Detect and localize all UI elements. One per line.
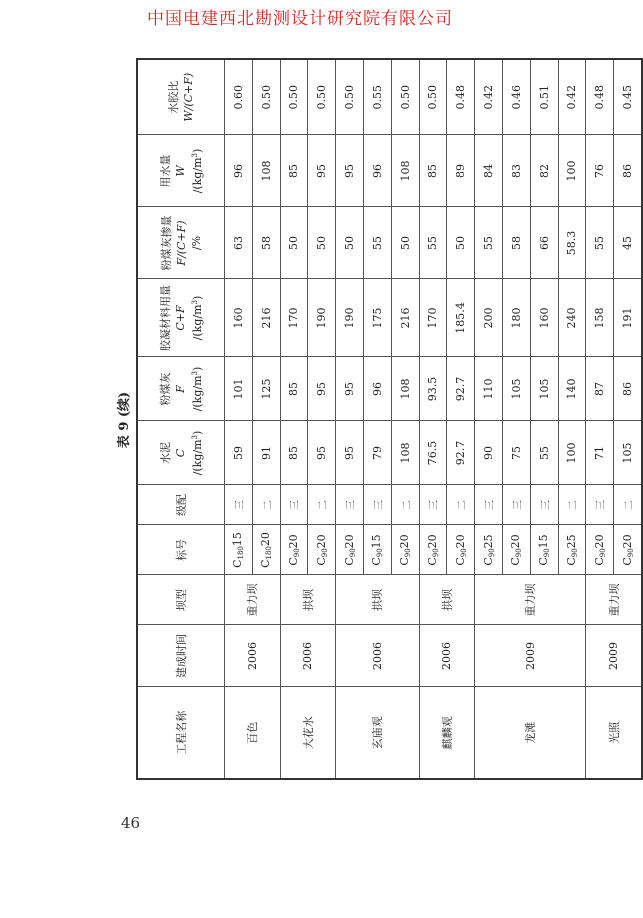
cell-wb-ratio: 0.48 bbox=[586, 59, 614, 135]
cell-gradation: 三 bbox=[586, 485, 614, 525]
cell-wb-ratio: 0.55 bbox=[363, 59, 391, 135]
cell-flyash-ratio: 58 bbox=[252, 207, 280, 279]
header-project-name: 工程名称 bbox=[137, 687, 225, 779]
cell-flyash: 85 bbox=[280, 357, 308, 421]
cell-dam-type: 拱坝 bbox=[280, 575, 336, 625]
cell-year: 2009 bbox=[475, 625, 586, 687]
cell-binder: 200 bbox=[475, 279, 503, 357]
cell-dam-type: 重力坝 bbox=[586, 575, 642, 625]
header-water-binder-ratio: 水胶比 W/(C+F) bbox=[137, 59, 225, 135]
cell-cement: 79 bbox=[363, 421, 391, 485]
cell-gradation: 二 bbox=[308, 485, 336, 525]
cell-binder: 160 bbox=[225, 279, 253, 357]
cell-grade: $C_{180}20$ bbox=[252, 525, 280, 575]
cell-gradation: 二 bbox=[391, 485, 419, 525]
cell-flyash: 96 bbox=[363, 357, 391, 421]
cell-binder: 240 bbox=[558, 279, 586, 357]
cell-binder: 158 bbox=[586, 279, 614, 357]
cell-water: 95 bbox=[336, 135, 364, 207]
cell-flyash: 110 bbox=[475, 357, 503, 421]
page-number: 46 bbox=[121, 814, 141, 832]
cell-flyash: 86 bbox=[614, 357, 642, 421]
cell-grade: $C_{90}20$ bbox=[614, 525, 642, 575]
cell-wb-ratio: 0.50 bbox=[308, 59, 336, 135]
cell-water: 96 bbox=[363, 135, 391, 207]
cell-water: 85 bbox=[280, 135, 308, 207]
cell-cement: 85 bbox=[280, 421, 308, 485]
cell-year: 2006 bbox=[225, 625, 281, 687]
cell-binder: 190 bbox=[336, 279, 364, 357]
cell-wb-ratio: 0.50 bbox=[280, 59, 308, 135]
cell-gradation: 三 bbox=[475, 485, 503, 525]
cell-wb-ratio: 0.46 bbox=[502, 59, 530, 135]
cell-year: 2009 bbox=[586, 625, 642, 687]
cell-cement: 105 bbox=[614, 421, 642, 485]
cell-binder: 191 bbox=[614, 279, 642, 357]
cell-flyash-ratio: 55 bbox=[586, 207, 614, 279]
cell-project-name: 麒麟观 bbox=[419, 687, 475, 779]
cell-gradation: 三 bbox=[502, 485, 530, 525]
cell-flyash-ratio: 58 bbox=[502, 207, 530, 279]
table-header-row bbox=[137, 59, 225, 779]
cell-gradation: 二 bbox=[558, 485, 586, 525]
cell-cement: 55 bbox=[530, 421, 558, 485]
company-watermark: 中国电建西北勘测设计研究院有限公司 bbox=[147, 9, 453, 29]
table-row bbox=[336, 59, 364, 779]
cell-grade: $C_{90}20$ bbox=[419, 525, 447, 575]
header-grade: 标号 bbox=[137, 525, 225, 575]
cell-cement: 92.7 bbox=[447, 421, 475, 485]
cell-gradation: 三 bbox=[363, 485, 391, 525]
cell-grade: $C_{90}20$ bbox=[586, 525, 614, 575]
cell-water: 85 bbox=[419, 135, 447, 207]
cell-water: 84 bbox=[475, 135, 503, 207]
cell-flyash-ratio: 66 bbox=[530, 207, 558, 279]
cell-cement: 108 bbox=[391, 421, 419, 485]
cell-water: 100 bbox=[558, 135, 586, 207]
cell-water: 76 bbox=[586, 135, 614, 207]
cell-flyash: 140 bbox=[558, 357, 586, 421]
cell-cement: 95 bbox=[336, 421, 364, 485]
cell-flyash-ratio: 50 bbox=[308, 207, 336, 279]
cell-water: 96 bbox=[225, 135, 253, 207]
cell-gradation: 二 bbox=[447, 485, 475, 525]
table-row bbox=[280, 59, 308, 779]
cell-flyash-ratio: 45 bbox=[614, 207, 642, 279]
cell-flyash-ratio: 50 bbox=[280, 207, 308, 279]
header-binder-content: 胶凝材料用量 C+F $/(kg/m^3)$ bbox=[137, 279, 225, 357]
cell-gradation: 二 bbox=[252, 485, 280, 525]
cell-dam-type: 重力坝 bbox=[225, 575, 281, 625]
cell-flyash-ratio: 55 bbox=[475, 207, 503, 279]
cell-gradation: 三 bbox=[336, 485, 364, 525]
cell-gradation: 三 bbox=[419, 485, 447, 525]
cell-dam-type: 拱坝 bbox=[336, 575, 419, 625]
cell-grade: $C_{90}20$ bbox=[336, 525, 364, 575]
cell-binder: 216 bbox=[391, 279, 419, 357]
cell-grade: $C_{90}25$ bbox=[475, 525, 503, 575]
cell-grade: $C_{90}20$ bbox=[280, 525, 308, 575]
cell-wb-ratio: 0.51 bbox=[530, 59, 558, 135]
cell-flyash-ratio: 55 bbox=[419, 207, 447, 279]
cell-year: 2006 bbox=[336, 625, 419, 687]
cell-grade: $C_{90}20$ bbox=[502, 525, 530, 575]
header-dam-type: 坝型 bbox=[137, 575, 225, 625]
cell-water: 108 bbox=[391, 135, 419, 207]
header-water-content: 用水量 W $/(kg/m^3)$ bbox=[137, 135, 225, 207]
cell-flyash: 92.7 bbox=[447, 357, 475, 421]
cell-cement: 91 bbox=[252, 421, 280, 485]
cell-grade: $C_{90}25$ bbox=[558, 525, 586, 575]
cell-flyash-ratio: 55 bbox=[363, 207, 391, 279]
cell-wb-ratio: 0.60 bbox=[225, 59, 253, 135]
cell-water: 95 bbox=[308, 135, 336, 207]
cell-project-name: 玄庙观 bbox=[336, 687, 419, 779]
cell-water: 108 bbox=[252, 135, 280, 207]
cell-gradation: 三 bbox=[225, 485, 253, 525]
cell-binder: 160 bbox=[530, 279, 558, 357]
cell-cement: 90 bbox=[475, 421, 503, 485]
cell-cement: 76.5 bbox=[419, 421, 447, 485]
cell-wb-ratio: 0.42 bbox=[475, 59, 503, 135]
cell-binder: 175 bbox=[363, 279, 391, 357]
table-row bbox=[225, 59, 253, 779]
cell-dam-type: 重力坝 bbox=[475, 575, 586, 625]
cell-gradation: 三 bbox=[280, 485, 308, 525]
table-row bbox=[475, 59, 503, 779]
cell-wb-ratio: 0.48 bbox=[447, 59, 475, 135]
cell-gradation: 三 bbox=[530, 485, 558, 525]
cell-water: 86 bbox=[614, 135, 642, 207]
cell-flyash-ratio: 63 bbox=[225, 207, 253, 279]
table-caption: 表 9 (续) bbox=[117, 391, 132, 449]
cell-binder: 170 bbox=[419, 279, 447, 357]
cell-wb-ratio: 0.45 bbox=[614, 59, 642, 135]
header-flyash-ratio: 粉煤灰掺量 F/(C+F) /% bbox=[137, 207, 225, 279]
cell-cement: 59 bbox=[225, 421, 253, 485]
cell-gradation: 二 bbox=[614, 485, 642, 525]
cell-flyash: 95 bbox=[308, 357, 336, 421]
cell-flyash-ratio: 50 bbox=[391, 207, 419, 279]
cell-flyash: 87 bbox=[586, 357, 614, 421]
cell-flyash: 108 bbox=[391, 357, 419, 421]
table-row bbox=[586, 59, 614, 779]
cell-water: 89 bbox=[447, 135, 475, 207]
table-row bbox=[419, 59, 447, 779]
cell-wb-ratio: 0.42 bbox=[558, 59, 586, 135]
cell-grade: $C_{90}20$ bbox=[447, 525, 475, 575]
cell-binder: 190 bbox=[308, 279, 336, 357]
cell-flyash-ratio: 50 bbox=[336, 207, 364, 279]
cell-flyash: 101 bbox=[225, 357, 253, 421]
cell-project-name: 光照 bbox=[586, 687, 642, 779]
cell-flyash: 105 bbox=[530, 357, 558, 421]
cell-flyash: 105 bbox=[502, 357, 530, 421]
table-body bbox=[225, 59, 642, 779]
cell-cement: 100 bbox=[558, 421, 586, 485]
cell-cement: 95 bbox=[308, 421, 336, 485]
cell-grade: $C_{180}15$ bbox=[225, 525, 253, 575]
cell-grade: $C_{90}15$ bbox=[363, 525, 391, 575]
cell-flyash: 125 bbox=[252, 357, 280, 421]
rotated-table-block bbox=[114, 60, 636, 780]
cell-wb-ratio: 0.50 bbox=[419, 59, 447, 135]
cell-grade: $C_{90}20$ bbox=[391, 525, 419, 575]
cell-binder: 216 bbox=[252, 279, 280, 357]
cell-flyash: 93.5 bbox=[419, 357, 447, 421]
cell-wb-ratio: 0.50 bbox=[252, 59, 280, 135]
cell-project-name: 百色 bbox=[225, 687, 281, 779]
header-cement: 水泥 C $/(kg/m^3)$ bbox=[137, 421, 225, 485]
cell-water: 82 bbox=[530, 135, 558, 207]
cell-binder: 180 bbox=[502, 279, 530, 357]
cell-binder: 185.4 bbox=[447, 279, 475, 357]
mix-proportion-table bbox=[136, 58, 643, 780]
cell-cement: 71 bbox=[586, 421, 614, 485]
cell-flyash: 95 bbox=[336, 357, 364, 421]
cell-dam-type: 拱坝 bbox=[419, 575, 475, 625]
header-gradation: 级配 bbox=[137, 485, 225, 525]
header-flyash: 粉煤灰 F $/(kg/m^3)$ bbox=[137, 357, 225, 421]
cell-grade: $C_{90}20$ bbox=[308, 525, 336, 575]
cell-grade: $C_{90}15$ bbox=[530, 525, 558, 575]
cell-project-name: 龙滩 bbox=[475, 687, 586, 779]
header-completion-year: 建成时间 bbox=[137, 625, 225, 687]
cell-year: 2006 bbox=[280, 625, 336, 687]
cell-cement: 75 bbox=[502, 421, 530, 485]
cell-binder: 170 bbox=[280, 279, 308, 357]
cell-project-name: 大花水 bbox=[280, 687, 336, 779]
cell-wb-ratio: 0.50 bbox=[391, 59, 419, 135]
cell-year: 2006 bbox=[419, 625, 475, 687]
cell-wb-ratio: 0.50 bbox=[336, 59, 364, 135]
cell-flyash-ratio: 58.3 bbox=[558, 207, 586, 279]
cell-water: 83 bbox=[502, 135, 530, 207]
cell-flyash-ratio: 50 bbox=[447, 207, 475, 279]
